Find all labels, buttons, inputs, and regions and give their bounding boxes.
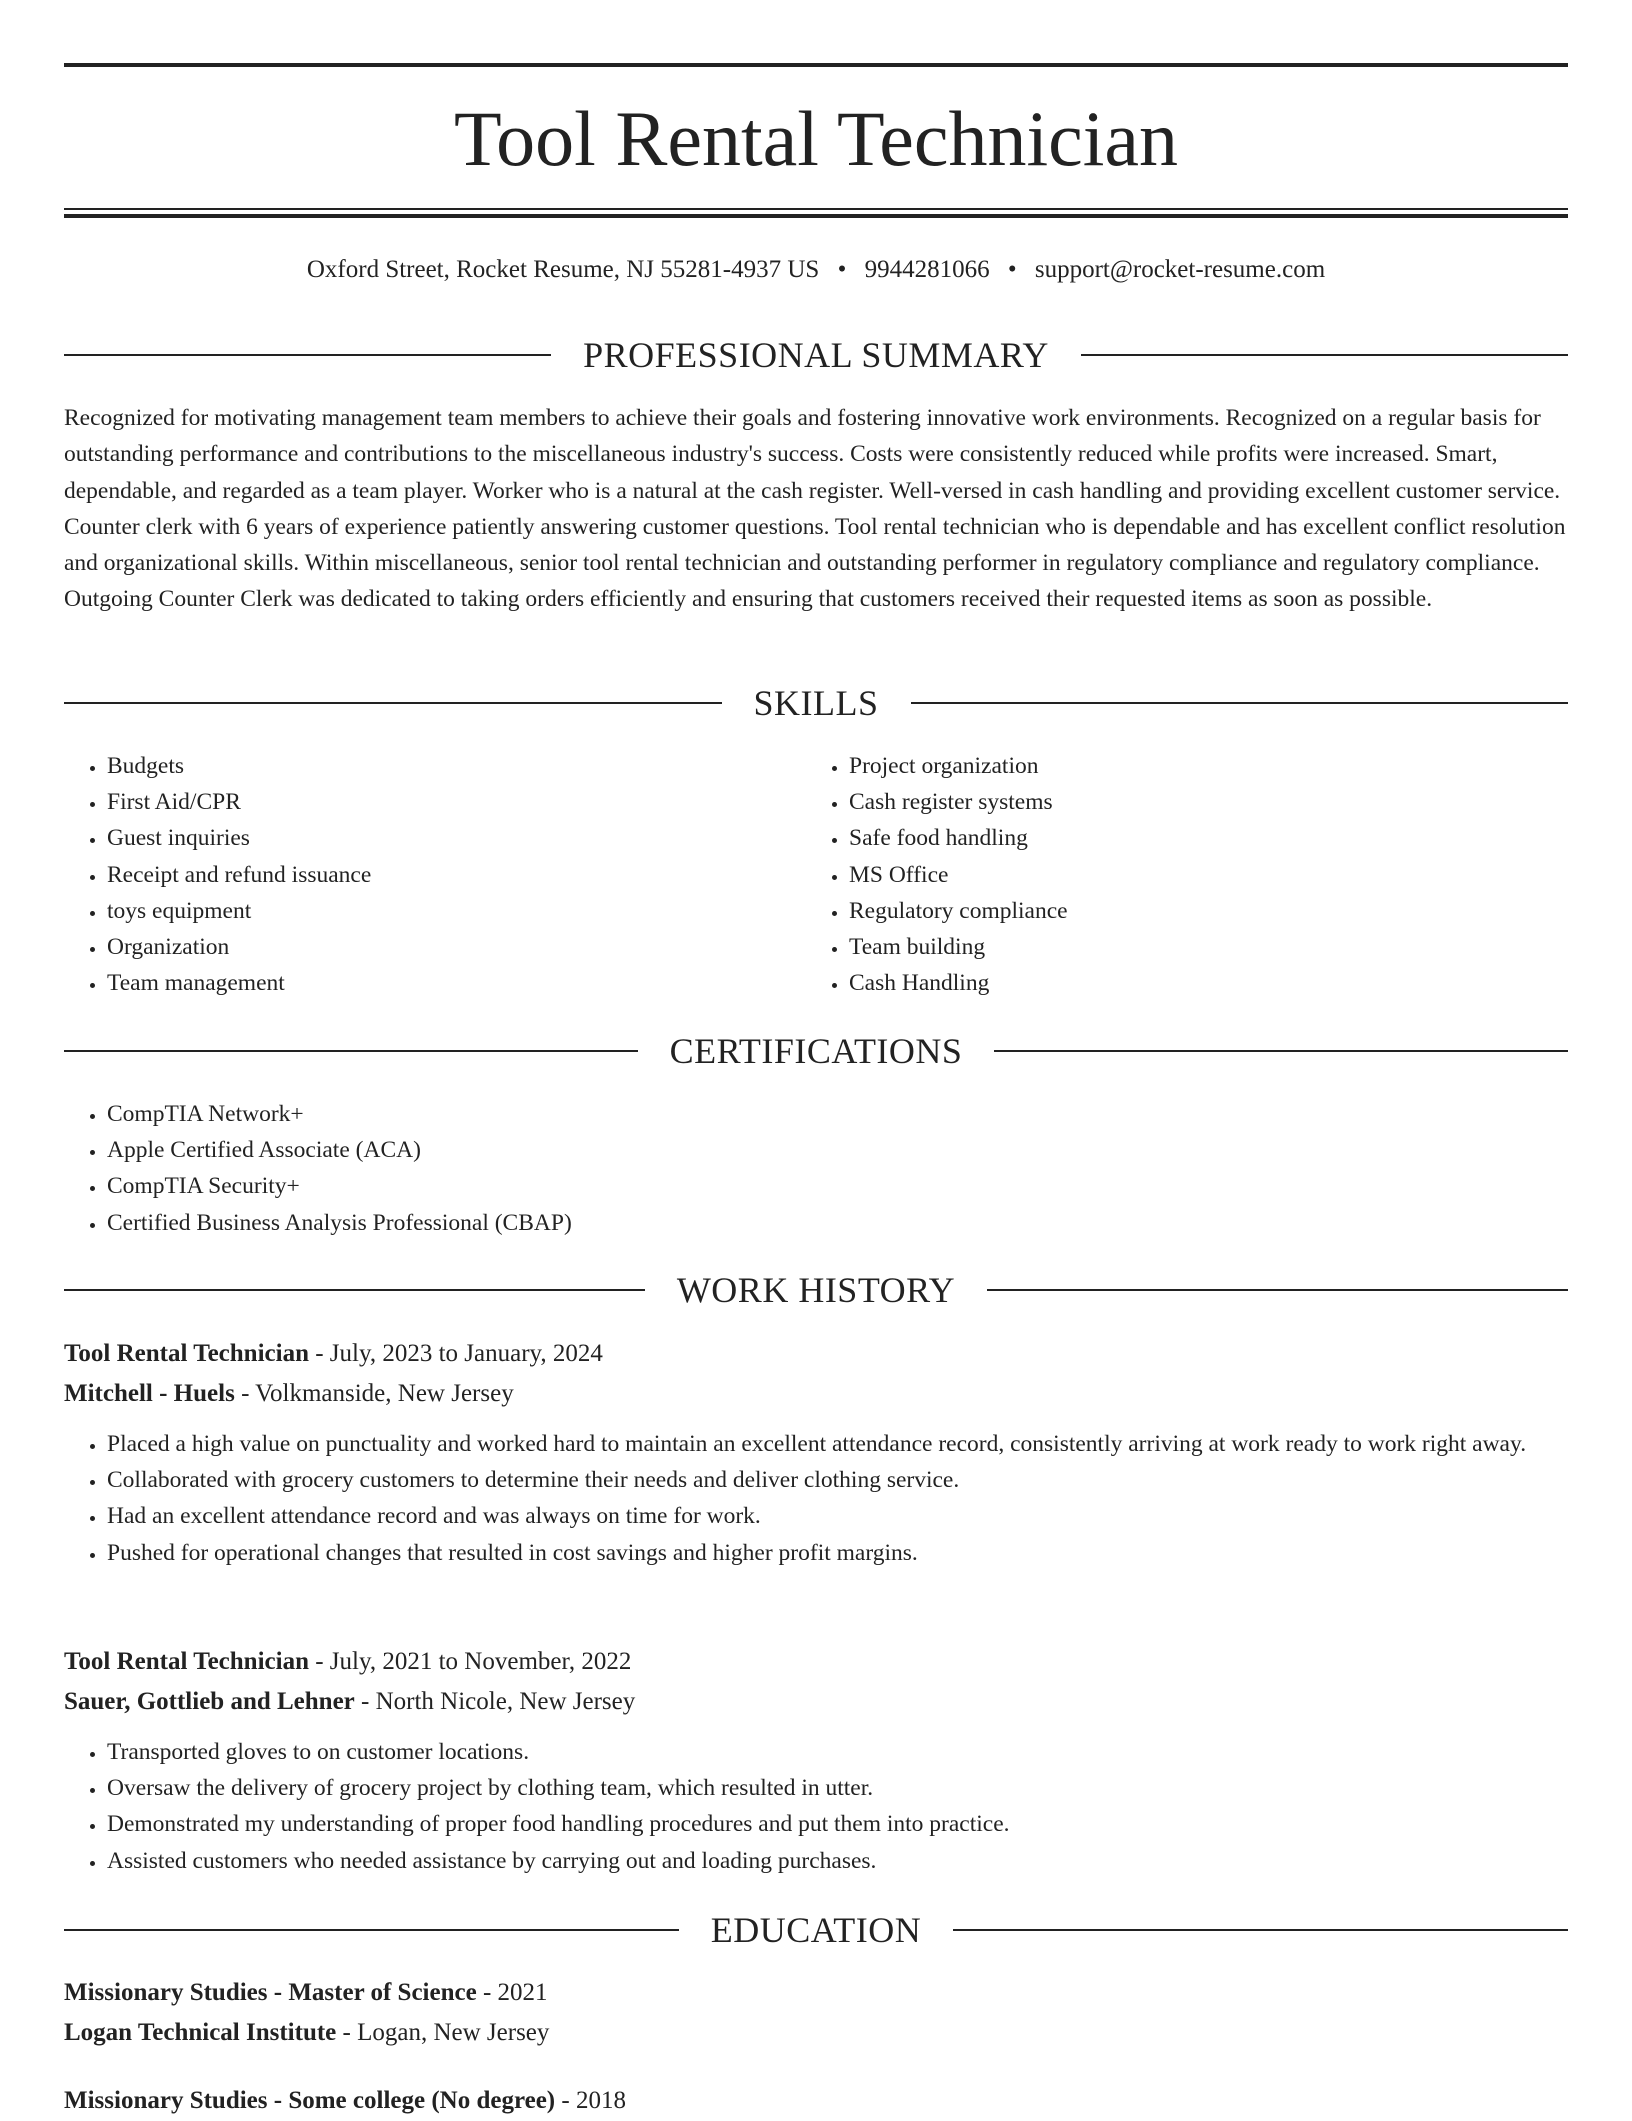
heading-rule [953,1929,1568,1931]
job-company: Mitchell - Huels [64,1380,235,1407]
certification-item: • CompTIA Security+ [107,1168,1568,1204]
heading-label: SKILLS [753,683,879,723]
skill-item: • First Aid/CPR [107,784,784,820]
skill-item: • Receipt and refund issuance [107,857,784,893]
education-entry [64,1973,1568,2053]
education-entry [64,2081,1568,2121]
heading-rule [64,1050,638,1052]
heading-rule [911,702,1569,704]
contact-line [64,252,1568,288]
certification-item: • CompTIA Network+ [107,1096,1568,1132]
heading-label: WORK HISTORY [676,1270,956,1310]
job-bullet: • Demonstrated my understanding of proper food handling procedures and put them into practice. [107,1806,1568,1842]
education-school: Logan Technical Institute [64,2019,337,2046]
education-degree: Missionary Studies - Master of Science [64,1979,477,2006]
heading-rule [987,1289,1568,1291]
summary-paragraph: Recognized for motivating management team members to achieve their goals and fostering innovative work environments. Recognized on a regular basis for outstanding performance and contributions to the miscellaneous industry's success. Costs were consistently reduced while profits were increased. Smart, dependable, and regarded as a team player. Worker who is a natural at the cash register. Well-versed in cash handling and providing excellent customer service. Counter clerk with 6 years of experience patiently answering customer questions. Tool rental technician who is dependable and has excellent conflict resolution and organizational skills. Within miscellaneous, senior tool rental technician and outstanding performer in regulatory compliance and regulatory compliance. Outgoing Counter Clerk was dedicated to taking orders efficiently and ensuring that customers received their requested items as soon as possible. [64,405,1566,613]
job-title-line [64,1334,1568,1374]
certification-item: • Certified Business Analysis Professional (CBAP) [107,1205,1568,1241]
heading-label: CERTIFICATIONS [669,1031,963,1071]
education-year: - 2018 [555,2087,626,2114]
section-heading-certifications [64,1029,1568,1073]
job-company-line [64,1682,1568,1722]
certifications-list [64,1096,1568,1241]
section-heading-education [64,1908,1568,1952]
skill-item: • Guest inquiries [107,820,784,856]
skill-item: • Project organization [849,748,1506,784]
job-location: - Volkmanside, New Jersey [234,1380,514,1407]
heading-label: EDUCATION [710,1910,922,1950]
contact-separator: • [837,256,847,283]
heading-rule [64,1929,679,1931]
education-year: - 2021 [476,1979,548,2006]
job-entry [64,1334,1568,1571]
skill-item: • Safe food handling [849,820,1506,856]
section-heading-skills [64,681,1568,725]
heading-label: PROFESSIONAL SUMMARY [583,335,1049,375]
skill-item: • Regulatory compliance [849,893,1506,929]
heading-rule [64,1289,645,1291]
job-bullet: • Had an excellent attendance record and was always on time for work. [107,1498,1568,1534]
education-degree: Missionary Studies - Some college (No degree) [64,2087,556,2114]
heading-rule [64,702,722,704]
skill-item: • Team building [849,929,1506,965]
section-heading-summary [64,333,1568,377]
skill-item: • Cash Handling [849,965,1506,1001]
top-rule [64,63,1568,67]
job-bullets [64,1426,1568,1571]
contact-separator: • [1007,256,1017,283]
title-rule-thin [64,208,1568,210]
contact-address: Oxford Street, Rocket Resume, NJ 55281-4937 US [306,256,820,283]
heading-rule [1081,354,1568,356]
contact-email: support@rocket-resume.com [1034,256,1326,283]
skill-item: • Budgets [107,748,784,784]
job-bullet: • Collaborated with grocery customers to determine their needs and deliver clothing service. [107,1462,1568,1498]
job-title: Tool Rental Technician [64,1648,309,1675]
section-heading-work-history [64,1268,1568,1312]
job-dates: - July, 2023 to January, 2024 [308,1340,603,1367]
job-title: Tool Rental Technician [64,1340,309,1367]
skill-item: • Organization [107,929,784,965]
job-bullet: • Pushed for operational changes that resulted in cost savings and higher profit margins. [107,1535,1568,1571]
job-title-line [64,1642,1568,1682]
job-bullet: • Placed a high value on punctuality and worked hard to maintain an excellent attendance record, consistently arriving at work ready to work right away. [107,1426,1568,1462]
job-dates: - July, 2021 to November, 2022 [308,1648,632,1675]
education-school-line [64,2013,1568,2053]
skill-item: • Team management [107,965,784,1001]
job-bullet: • Oversaw the delivery of grocery project by clothing team, which resulted in utter. [107,1770,1568,1806]
title-rule-thick [64,214,1568,218]
skill-item: • MS Office [849,857,1506,893]
job-company: Sauer, Gottlieb and Lehner [64,1688,355,1715]
job-bullet: • Transported gloves to on customer locations. [107,1734,1568,1770]
job-bullet: • Assisted customers who needed assistance by carrying out and loading purchases. [107,1843,1568,1879]
job-location: - North Nicole, New Jersey [354,1688,636,1715]
skill-item: • Cash register systems [849,784,1506,820]
skills-column-left [64,748,784,1001]
job-bullets [64,1734,1568,1879]
skill-item: • toys equipment [107,893,784,929]
skills-column-right [806,748,1506,1001]
job-entry [64,1642,1568,1879]
education-degree-line [64,1973,1568,2013]
certification-item: • Apple Certified Associate (ACA) [107,1132,1568,1168]
resume-title: Tool Rental Technician [453,95,1179,182]
heading-rule [994,1050,1568,1052]
education-location: - Logan, New Jersey [336,2019,550,2046]
contact-phone: 9944281066 [864,256,990,283]
job-company-line [64,1374,1568,1414]
education-degree-line [64,2081,1568,2121]
heading-rule [64,354,551,356]
